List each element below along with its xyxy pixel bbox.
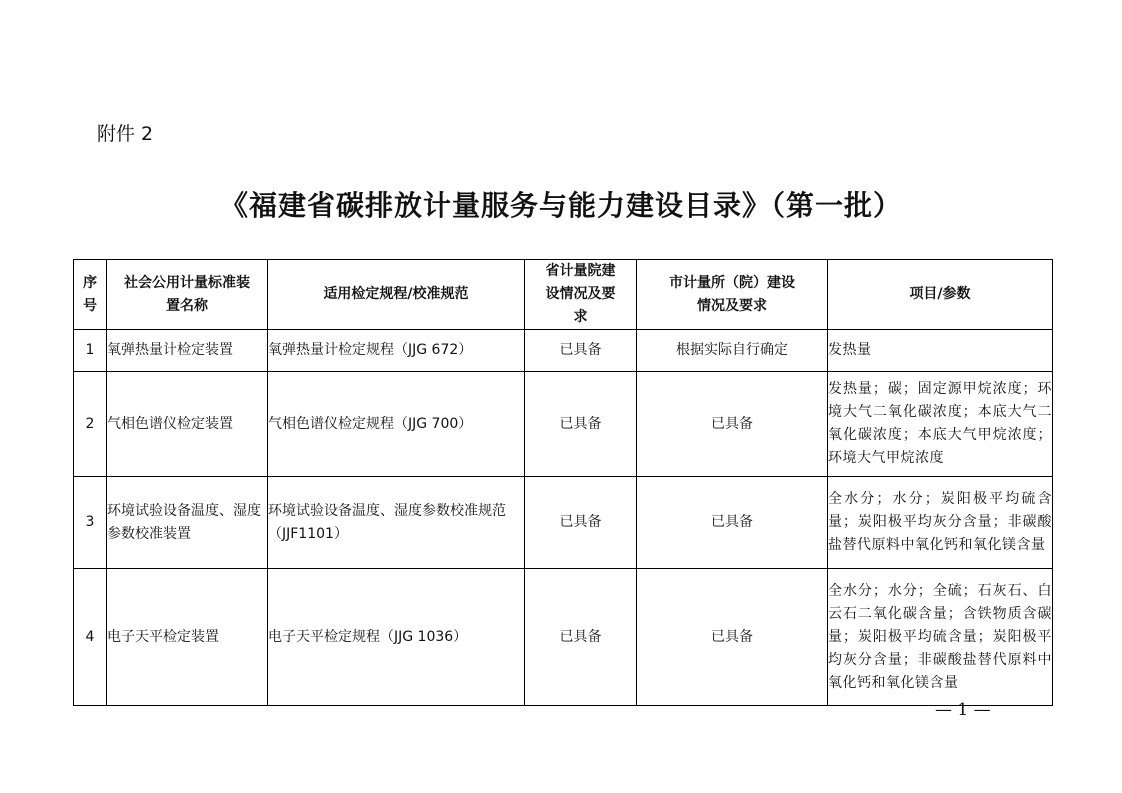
cell-city: 根据实际自行确定: [637, 330, 828, 372]
cell-no: 2: [74, 372, 107, 477]
cell-province: 已具备: [525, 330, 637, 372]
cell-regulation: 氧弹热量计检定规程（JJG 672）: [268, 330, 525, 372]
header-city: 市计量所（院）建设情况及要求: [637, 260, 828, 330]
cell-device: 环境试验设备温度、湿度参数校准装置: [107, 477, 268, 569]
cell-no: 1: [74, 330, 107, 372]
cell-device: 氧弹热量计检定装置: [107, 330, 268, 372]
cell-province: 已具备: [525, 477, 637, 569]
header-params: 项目/参数: [828, 260, 1053, 330]
header-province: 省计量院建设情况及要求: [525, 260, 637, 330]
header-no: 序号: [74, 260, 107, 330]
document-title: 《福建省碳排放计量服务与能力建设目录》（第一批）: [219, 189, 902, 222]
cell-device: 电子天平检定装置: [107, 569, 268, 706]
cell-device: 气相色谱仪检定装置: [107, 372, 268, 477]
cell-city: 已具备: [637, 477, 828, 569]
cell-regulation: 环境试验设备温度、湿度参数校准规范（JJF1101）: [268, 477, 525, 569]
cell-regulation: 电子天平检定规程（JJG 1036）: [268, 569, 525, 706]
table-row: [74, 330, 1053, 372]
table-row: [74, 372, 1053, 477]
cell-no: 4: [74, 569, 107, 706]
cell-params: 全水分；水分；全硫；石灰石、白云石二氧化碳含量；含铁物质含碳量；炭阳极平均硫含量；炭阳极平均灰分含量；非碳酸盐替代原料中氧化钙和氧化镁含量: [828, 569, 1053, 706]
page-number: — 1 —: [935, 700, 991, 720]
cell-province: 已具备: [525, 372, 637, 477]
catalog-table: [73, 259, 1053, 706]
table-row: [74, 477, 1053, 569]
table-row: [74, 569, 1053, 706]
cell-province: 已具备: [525, 569, 637, 706]
cell-city: 已具备: [637, 372, 828, 477]
header-device: 社会公用计量标准装置名称: [107, 260, 268, 330]
cell-params: 发热量；碳；固定源甲烷浓度；环境大气二氧化碳浓度；本底大气二氧化碳浓度；本底大气甲烷浓度；环境大气甲烷浓度: [828, 372, 1053, 477]
cell-params: 全水分；水分；炭阳极平均硫含量；炭阳极平均灰分含量；非碳酸盐替代原料中氧化钙和氧化镁含量: [828, 477, 1053, 569]
attachment-label: 附件 2: [97, 123, 154, 145]
cell-no: 3: [74, 477, 107, 569]
header-regulation: 适用检定规程/校准规范: [268, 260, 525, 330]
cell-params: 发热量: [828, 330, 1053, 372]
table-header-row: [74, 260, 1053, 330]
cell-city: 已具备: [637, 569, 828, 706]
cell-regulation: 气相色谱仪检定规程（JJG 700）: [268, 372, 525, 477]
